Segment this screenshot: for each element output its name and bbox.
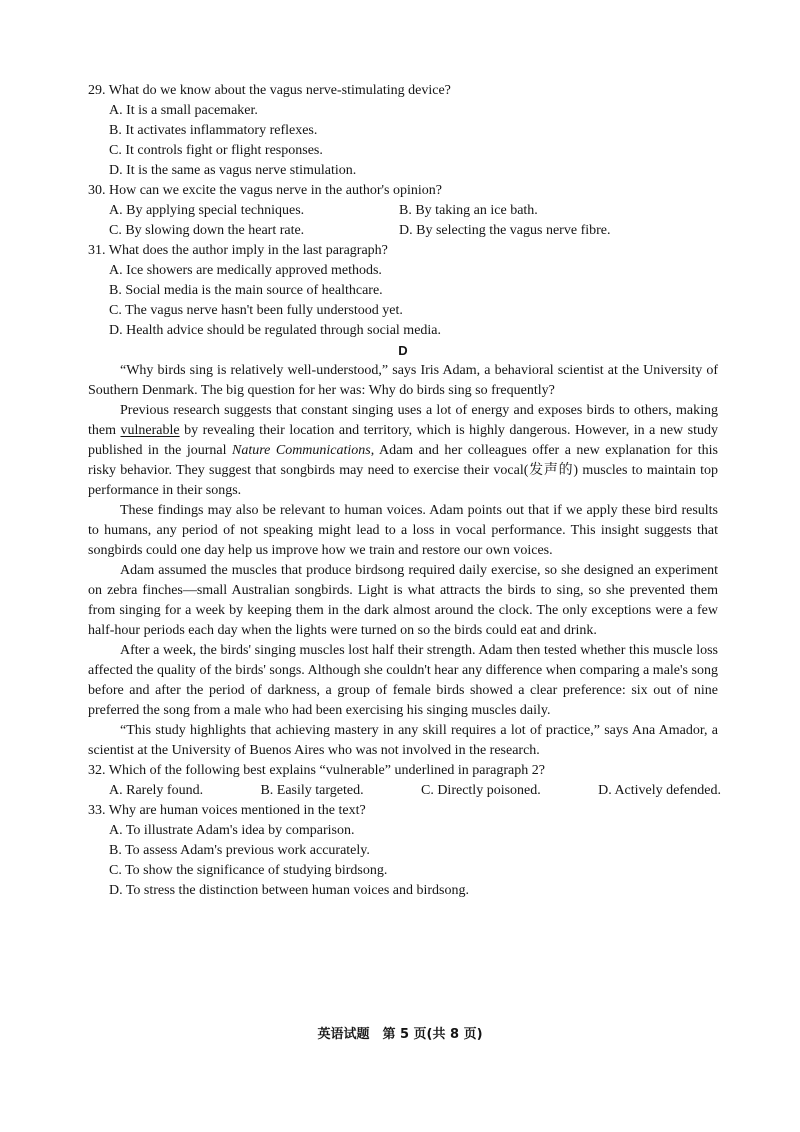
option-a: A. Ice showers are medically approved methods.	[109, 263, 382, 278]
option-b: B. Social media is the main source of healthcare.	[109, 283, 383, 298]
question-29	[88, 81, 718, 181]
paragraph-2	[88, 401, 718, 501]
option-c: C. It controls fight or flight responses.	[109, 143, 323, 158]
question-33	[88, 801, 718, 901]
question-stem: 31. What does the author imply in the last paragraph?	[88, 243, 388, 258]
option-d: D. To stress the distinction between human voices and birdsong.	[109, 883, 469, 898]
option-c: C. Directly poisoned.	[420, 783, 541, 798]
option-d: D. It is the same as vagus nerve stimulation.	[109, 163, 357, 178]
option-c: C. The vagus nerve hasn't been fully understood yet.	[109, 303, 403, 318]
option-c: C. To show the significance of studying birdsong.	[109, 863, 388, 878]
question-32	[88, 761, 721, 801]
question-stem: 30. How can we excite the vagus nerve in the author's opinion?	[88, 183, 442, 198]
option-d: D. Actively defended.	[598, 783, 721, 798]
option-row	[109, 221, 718, 241]
option-row	[109, 781, 721, 801]
option-c: C. By slowing down the heart rate.	[109, 223, 305, 238]
option-a: A. To illustrate Adam's idea by comparison.	[109, 823, 355, 838]
paragraph-2-text: , Adam and her colleagues offer a new explanation for this risky behavior. They suggest that songbirds may need to exercise their vocal(发声的) muscles to maintain top performance in their songs.	[88, 443, 719, 498]
question-stem: 32. Which of the following best explains “vulnerable” underlined in paragraph 2?	[88, 763, 545, 778]
option-b: B. By taking an ice bath.	[399, 203, 538, 218]
paragraph-4: Adam assumed the muscles that produce birdsong required daily exercise, so she designed an experiment on zebra finches—small Australian songbirds. Light is what attracts the birds to sing, so she prevented them from singing for a week by keeping them in the dark almost around the clock. The only exceptions were a few half-hour periods each day when the lights were turned on so the birds could eat and drink.	[88, 563, 718, 638]
option-row	[109, 201, 718, 221]
option-a: A. By applying special techniques.	[109, 203, 305, 218]
paragraph-6: “This study highlights that achieving mastery in any skill requires a lot of practice,” says Ana Amador, a scientist at the University of Buenos Aires who was not involved in the research.	[88, 723, 718, 758]
exam-page	[88, 81, 721, 901]
paragraph-1: “Why birds sing is relatively well-understood,” says Iris Adam, a behavioral scientist at the University of Southern Denmark. The big question for her was: Why do birds sing so frequently?	[88, 363, 718, 398]
paragraph-2-text: by revealing their location and territory, which is highly dangerous. However, in a new study published in the journal	[88, 423, 718, 458]
paragraph-3: These findings may also be relevant to human voices. Adam points out that if we apply these bird results to humans, any period of not speaking might lead to a loss in vocal performance. This insight suggests that songbirds could one day help us improve how we train and restore our own voices.	[88, 503, 718, 558]
paragraph-5: After a week, the birds' singing muscles lost half their strength. Adam then tested whether this muscle loss affected the quality of the birds' songs. Although she couldn't hear any difference when comparing a male's song before and after the period of darkness, a group of female birds showed a clear preference: six out of nine preferred the song from a male who had been exercising his singing muscles daily.	[88, 643, 718, 718]
option-b: B. Easily targeted.	[260, 783, 364, 798]
underlined-word: vulnerable	[120, 423, 180, 438]
question-30	[88, 181, 718, 241]
option-b: B. To assess Adam's previous work accurately.	[109, 843, 370, 858]
question-stem: 33. Why are human voices mentioned in the text?	[88, 803, 366, 818]
paragraph-2-text: Previous research suggests that constant singing uses a lot of energy and exposes birds to others, making them	[88, 403, 718, 438]
reading-passage	[88, 361, 718, 761]
question-stem: 29. What do we know about the vagus nerve-stimulating device?	[88, 83, 451, 98]
option-a: A. Rarely found.	[109, 783, 204, 798]
question-31	[88, 241, 718, 341]
option-b: B. It activates inflammatory reflexes.	[109, 123, 318, 138]
page-footer: 英语试题 第 5 页(共 8 页)	[317, 1027, 483, 1042]
option-a: A. It is a small pacemaker.	[109, 103, 258, 118]
option-d: D. Health advice should be regulated through social media.	[109, 323, 442, 338]
section-heading: D	[398, 343, 408, 358]
journal-name: Nature Communications	[232, 443, 371, 458]
option-d: D. By selecting the vagus nerve fibre.	[399, 223, 611, 238]
